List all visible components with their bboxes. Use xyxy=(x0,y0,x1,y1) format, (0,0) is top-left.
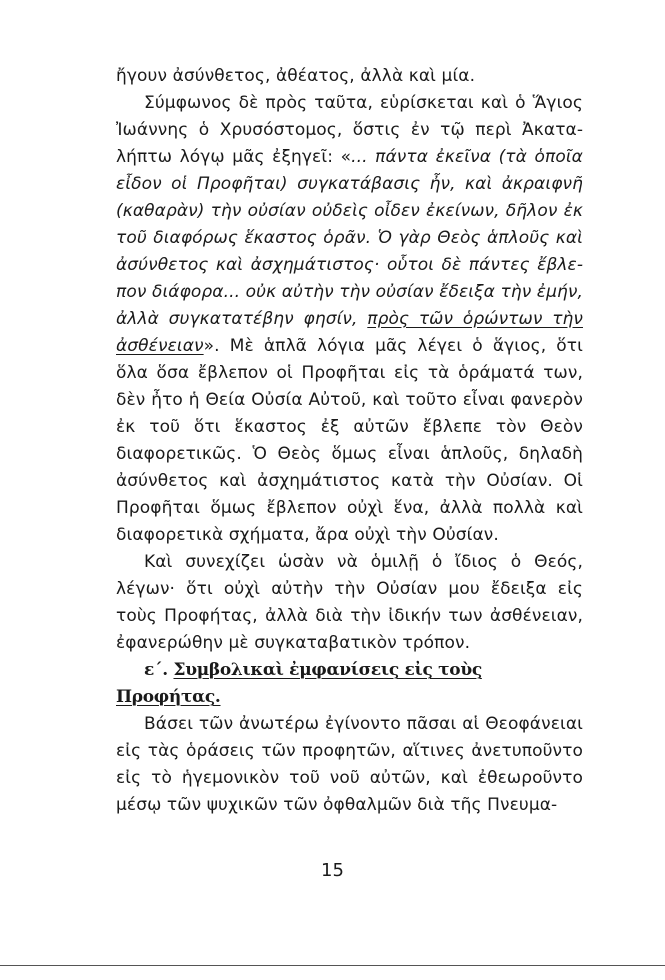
paragraph-chrysostom xyxy=(116,90,583,549)
bottom-rule xyxy=(0,965,665,966)
paragraph-continues: Καὶ συνεχίζει ὡσὰν νὰ ὁμιλῇ ὁ ἴδιος ὁ Θεός, λέγων· ὅτι οὐχὶ αὐτὴν τὴν Οὐσίαν μου ἔδειξα εἰς τοὺς Προφήτας, ἀλλὰ διὰ τὴν ἰδικήν των ἀσθένειαν, ἐφανερώθην μὲ συγκαταβατικὸν τρόπον. xyxy=(116,552,583,653)
section-heading xyxy=(116,657,583,711)
section-number: ε΄. xyxy=(144,660,168,680)
section-title: Συμβολικαὶ ἐμφανίσεις εἰς τοὺς Προφήτας. xyxy=(116,660,482,707)
quotation: ... πάντα ἐκεῖνα (τὰ ὁποῖα εἶδον οἱ Προφῆται) συγκατάβασις ἦν, καὶ ἀκραιφνῆ (καθαρὰν) τὴν οὐσίαν οὐδεὶς οἶδεν ἐκείνων, δῆλον ἐκ τοῦ διαφόρως ἕκαστος ὁρᾶν. Ὁ γὰρ Θεὸς ἁπλοῦς καὶ ἀσύνθετος καὶ ἀσχημάτιστος· οὗτοι δὲ πάντες ἔβλεπον διάφορα... οὐκ αὐτὴν τὴν οὐσίαν ἔδειξα τὴν ἐμήν, ἀλλὰ συγκατατέβην φησίν, xyxy=(116,147,583,329)
body-text xyxy=(116,63,583,819)
paragraph-intro: Σύμφωνος δὲ πρὸς ταῦτα, εὑρίσκεται καὶ ὁ Ἅγιος Ἰωάννης ὁ Χρυσόστομος, ὅστις ἐν τῷ περὶ Ἀκαταλήπτω λόγῳ μᾶς ἐξηγεῖ: « xyxy=(116,93,583,167)
paragraph-explanation: ». Μὲ ἁπλᾶ λόγια μᾶς λέγει ὁ ἅγιος, ὅτι ὅλα ὅσα ἔβλεπον οἱ Προφῆται εἰς τὰ ὁράματά των, δὲν ἦτο ἡ Θεία Οὐσία Αὐτοῦ, καὶ τοῦτο εἶναι φανερὸν ἐκ τοῦ ὅτι ἕκαστος ἐξ αὐτῶν ἔβλεπε τὸν Θεὸν διαφορετικῶς. Ὁ Θεὸς ὅμως εἶναι ἁπλοῦς, δηλαδὴ ἀσύνθετος καὶ ἀσχημάτιστος κατὰ τὴν Οὐσίαν. Οἱ Προφῆται ὅμως ἔβλεπον οὐχὶ ἕνα, ἀλλὰ πολλὰ καὶ διαφορετικὰ σχήματα, ἄρα οὐχὶ τὴν Οὐσίαν. xyxy=(116,336,583,545)
page-number: 15 xyxy=(321,860,344,881)
underlined-quotation: πρὸς τῶν ὁρώντων τὴν ἀσθένειαν xyxy=(116,309,583,356)
paragraph-theophanies: Βάσει τῶν ἀνωτέρω ἐγίνοντο πᾶσαι αἱ Θεοφάνειαι εἰς τὰς ὁράσεις τῶν προφητῶν, αἵτινες ἀνετυποῦντο εἰς τὸ ἡγεμονικὸν τοῦ νοῦ αὐτῶν, καὶ ἐθεωροῦντο μέσῳ τῶν ψυχικῶν τῶν ὀφθαλμῶν διὰ τῆς Πνευμα- xyxy=(116,714,583,815)
paragraph-continuation: ἤγουν ἀσύνθετος, ἀθέατος, ἀλλὰ καὶ μία. xyxy=(116,66,476,86)
